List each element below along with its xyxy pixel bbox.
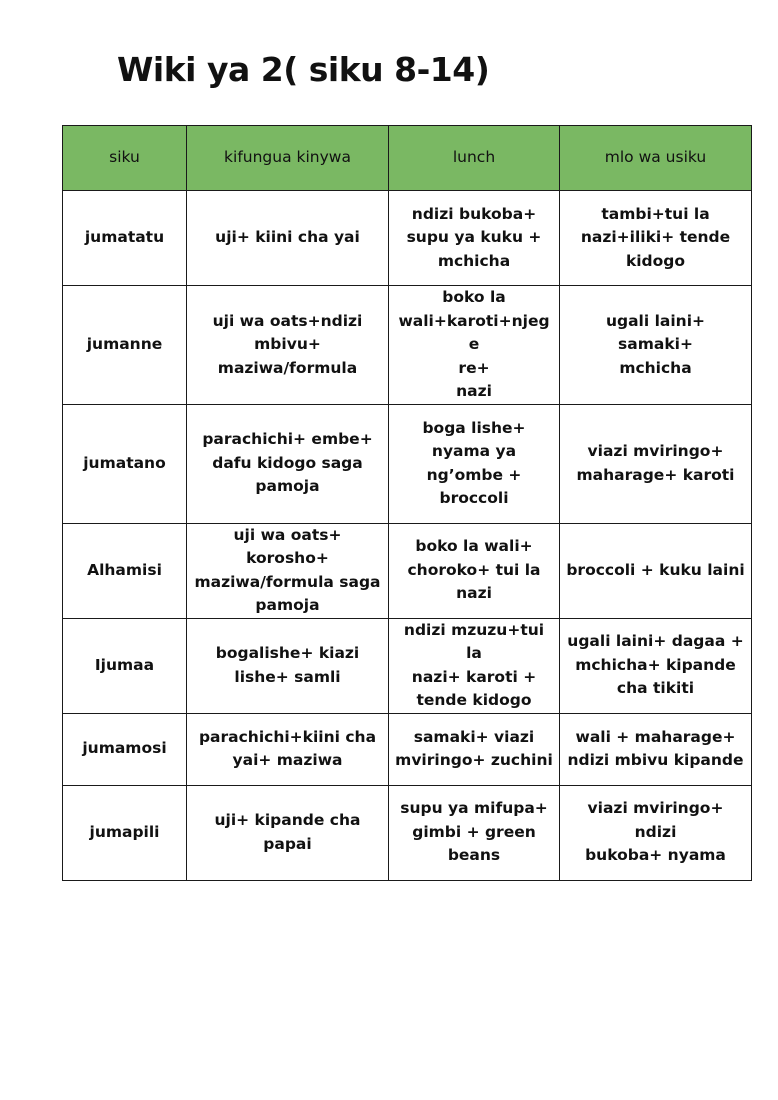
lunch-line: ndizi bukoba+ <box>411 204 537 223</box>
dinner-line: ndizi mbivu kipande <box>567 751 744 769</box>
breakfast-line: parachichi+ embe+ <box>202 430 373 449</box>
lunch-line: supu ya mifupa+ <box>400 799 548 818</box>
lunch-line: ndizi mzuzu+tui la <box>403 620 545 662</box>
lunch-line: boko la wali+ <box>415 537 533 556</box>
lunch-line: mchicha <box>437 251 511 270</box>
breakfast-cell <box>187 191 389 286</box>
header-breakfast: kifungua kinywa <box>187 126 389 191</box>
table-row <box>63 404 752 523</box>
dinner-line: mchicha+ kipande <box>575 655 736 674</box>
lunch-cell <box>389 785 560 880</box>
lunch-line: gimbi + green <box>412 822 536 841</box>
dinner-line: viazi mviringo+ <box>587 442 724 460</box>
lunch-line: nazi <box>456 584 492 603</box>
lunch-line: boko la <box>442 288 506 306</box>
breakfast-line: uji+ kipande cha <box>214 811 361 829</box>
table-row <box>63 713 752 785</box>
lunch-cell <box>389 713 560 785</box>
breakfast-line: yai+ maziwa <box>232 751 343 769</box>
lunch-line: choroko+ tui la <box>407 560 541 579</box>
dinner-line: ugali laini+ samaki+ <box>605 311 706 353</box>
header-dinner: mlo wa usiku <box>560 126 752 191</box>
dinner-cell <box>560 785 752 880</box>
breakfast-cell <box>187 618 389 713</box>
dinner-cell <box>560 286 752 405</box>
day-cell: jumapili <box>63 785 187 880</box>
breakfast-cell <box>187 785 389 880</box>
dinner-cell <box>560 523 752 618</box>
lunch-cell <box>389 286 560 405</box>
table-row <box>63 523 752 618</box>
dinner-line: tambi+tui la <box>601 204 710 223</box>
breakfast-line: maziwa/formula saga <box>194 572 381 591</box>
lunch-line: beans <box>447 846 501 865</box>
lunch-line: samaki+ viazi <box>413 727 535 746</box>
day-cell: jumamosi <box>63 713 187 785</box>
breakfast-line: uji+ kiini cha yai <box>215 228 360 247</box>
header-lunch: lunch <box>389 126 560 191</box>
dinner-line: kidogo <box>625 251 686 270</box>
meal-plan-table <box>62 125 752 881</box>
dinner-line: mchicha <box>619 358 692 377</box>
dinner-cell <box>560 404 752 523</box>
header-day: siku <box>63 126 187 191</box>
breakfast-line: dafu kidogo saga <box>212 453 363 472</box>
lunch-line: boga lishe+ <box>422 418 526 437</box>
day-cell: jumatatu <box>63 191 187 286</box>
lunch-line: ng’ombe + <box>426 465 522 484</box>
breakfast-cell <box>187 523 389 618</box>
lunch-cell <box>389 523 560 618</box>
dinner-line: broccoli + kuku laini <box>566 560 745 579</box>
breakfast-line: papai <box>263 834 312 853</box>
dinner-line: viazi mviringo+ ndizi <box>587 799 724 841</box>
day-cell: Alhamisi <box>63 523 187 618</box>
lunch-cell <box>389 191 560 286</box>
breakfast-line: pamoja <box>255 477 320 496</box>
table-row <box>63 286 752 405</box>
breakfast-line: uji wa oats+ndizi <box>212 311 363 330</box>
day-cell: jumatano <box>63 404 187 523</box>
breakfast-line: parachichi+kiini cha <box>198 727 377 746</box>
dinner-line: maharage+ karoti <box>576 465 735 484</box>
lunch-line: supu ya kuku + <box>406 228 542 247</box>
lunch-line: tende kidogo <box>416 691 532 709</box>
lunch-line: nazi <box>456 382 492 400</box>
breakfast-line: bogalishe+ kiazi <box>215 644 360 662</box>
lunch-line: nyama ya <box>431 442 517 460</box>
lunch-line: mviringo+ zuchini <box>395 751 553 769</box>
dinner-cell <box>560 713 752 785</box>
lunch-line: re+ <box>458 358 490 377</box>
table-row <box>63 785 752 880</box>
day-cell: Ijumaa <box>63 618 187 713</box>
day-cell: jumanne <box>63 286 187 405</box>
breakfast-line: maziwa/formula <box>217 358 358 377</box>
breakfast-cell <box>187 713 389 785</box>
dinner-line: nazi+iliki+ tende <box>580 228 731 247</box>
breakfast-line: mbivu+ <box>254 335 321 353</box>
breakfast-line: uji wa oats+ korosho+ <box>233 525 342 567</box>
table-row <box>63 618 752 713</box>
lunch-cell <box>389 404 560 523</box>
breakfast-line: pamoja <box>255 596 320 614</box>
table-header-row <box>63 126 752 191</box>
lunch-line: broccoli <box>439 489 509 507</box>
dinner-cell <box>560 618 752 713</box>
page-title: Wiki ya 2( siku 8-14) <box>117 50 490 89</box>
dinner-line: bukoba+ nyama <box>585 846 726 865</box>
dinner-line: cha tikiti <box>616 679 695 698</box>
dinner-line: wali + maharage+ <box>575 727 736 746</box>
lunch-cell <box>389 618 560 713</box>
breakfast-line: lishe+ samli <box>234 667 341 686</box>
breakfast-cell <box>187 286 389 405</box>
lunch-line: wali+karoti+njege <box>398 311 550 353</box>
dinner-line: ugali laini+ dagaa + <box>567 632 744 651</box>
breakfast-cell <box>187 404 389 523</box>
table-body <box>63 191 752 881</box>
table-row <box>63 191 752 286</box>
dinner-cell <box>560 191 752 286</box>
lunch-line: nazi+ karoti + <box>411 667 537 686</box>
